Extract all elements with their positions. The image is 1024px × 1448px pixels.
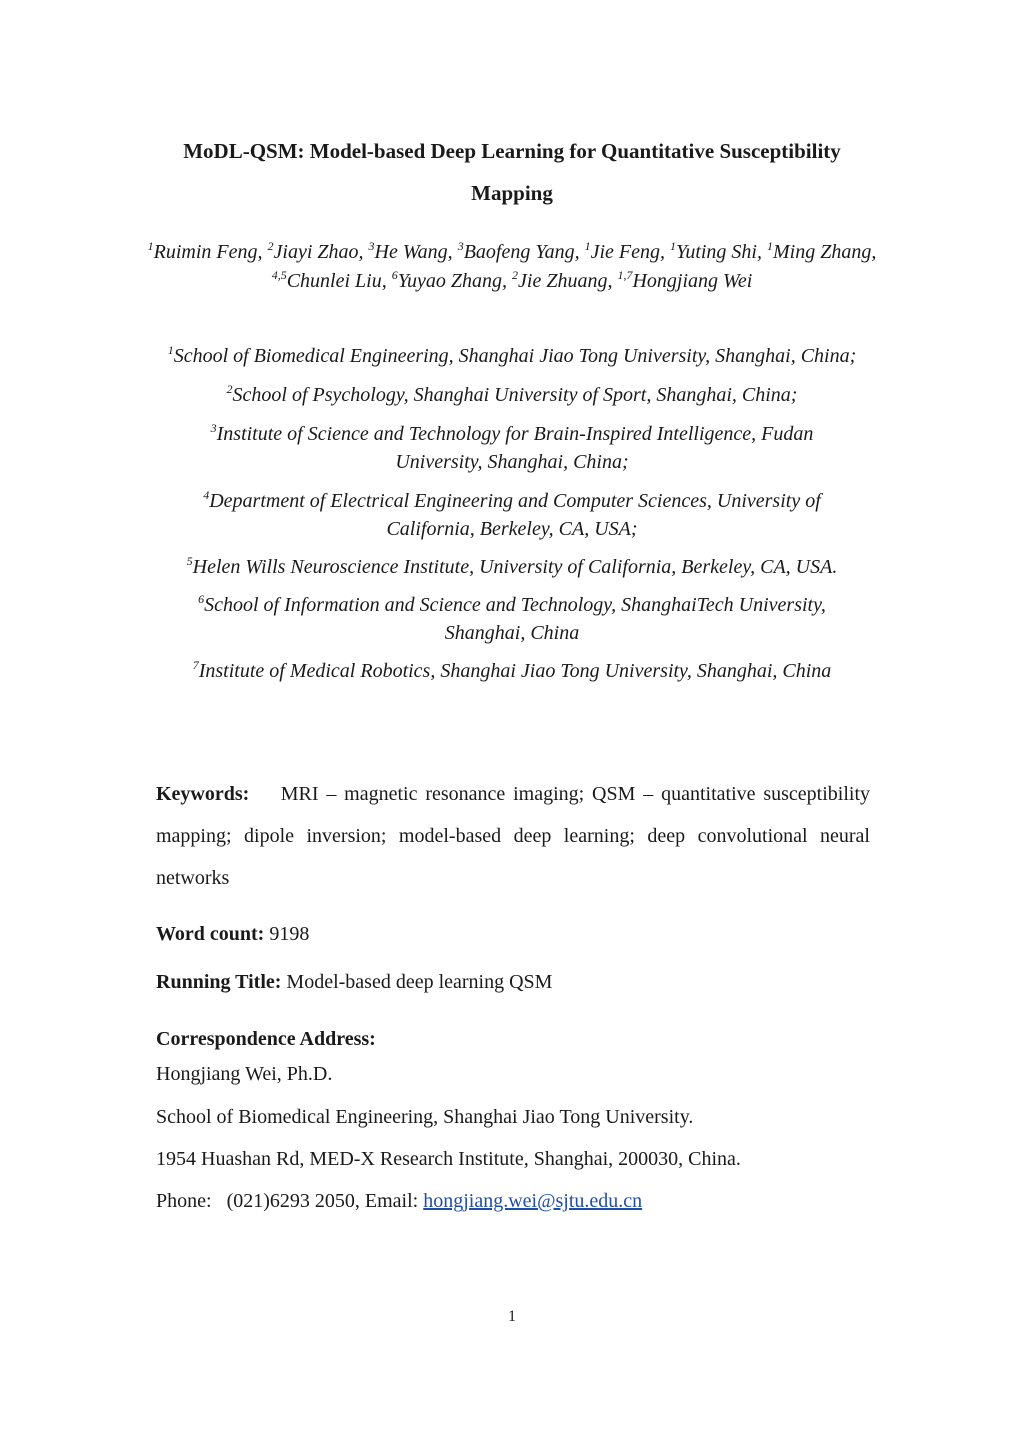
author: $^1$Yuting Shi, [670,239,767,263]
correspondence-name: Hongjiang Wei, Ph.D. [156,1063,333,1085]
affiliation-7: $^7$Institute of Medical Robotics, Shanghai Jiao Tong University, Shanghai, China [192,658,832,682]
word-count: Word count: 9198 [156,923,310,945]
page-number: 1 [508,1308,516,1325]
author: $^6$Yuyao Zhang, [391,268,513,292]
author: $^2$Jie Zhuang, [512,268,618,292]
author-list [140,238,884,296]
affiliation-1: $^1$School of Biomedical Engineering, Shanghai Jiao Tong University, Shanghai, China; [167,343,857,367]
correspondence-address: 1954 Huashan Rd, MED-X Research Institute, Shanghai, 200030, China. [156,1148,741,1170]
correspondence-label: Correspondence Address: [156,1028,376,1050]
affiliation-3: $^3$Institute of Science and Technology for Brain-Inspired Intelligence, Fudan University, Shanghai, China; [210,421,814,473]
author: $^2$Jiayi Zhao, [267,239,369,263]
author: $^3$He Wang, [368,239,458,263]
email-link[interactable]: hongjiang.wei@sjtu.edu.cn [423,1190,643,1212]
author: $^{1,7}$Hongjiang Wei [617,268,753,292]
keywords-label: Keywords: [156,783,250,805]
affiliation-4: $^4$Department of Electrical Engineering and Computer Sciences, University of California, Berkeley, CA, USA; [203,488,821,540]
paper-title [140,130,884,214]
author: $^{4,5}$Chunlei Liu, [271,268,392,292]
keywords-section [156,773,870,899]
author: $^1$Ruimin Feng, [147,239,268,263]
title-line-2: Mapping [471,181,553,205]
title-line-1: MoDL-QSM: Model-based Deep Learning for Quantitative Susceptibility [183,139,841,163]
correspondence-dept: School of Biomedical Engineering, Shanghai Jiao Tong University. [156,1106,694,1128]
affiliation-6: $^6$School of Information and Science and Technology, ShanghaiTech University, Shanghai, China [198,592,826,644]
author: $^1$Jie Feng, [584,239,671,263]
keywords-text: MRI – magnetic resonance imaging; QSM – quantitative susceptibility mapping; dipole inversion; model-based deep learning; deep convolutional neural networks [156,783,871,889]
affiliation-2: $^2$School of Psychology, Shanghai University of Sport, Shanghai, China; [226,382,798,406]
correspondence-contact: Phone: (021)6293 2050, Email: hongjiang.wei@sjtu.edu.cn [156,1190,643,1212]
running-title: Running Title: Model-based deep learning QSM [156,971,553,993]
author: $^3$Baofeng Yang, [457,239,585,263]
affiliation-5: $^5$Helen Wills Neuroscience Institute, University of California, Berkeley, CA, USA. [186,554,838,578]
author: $^1$Ming Zhang, [767,239,877,263]
